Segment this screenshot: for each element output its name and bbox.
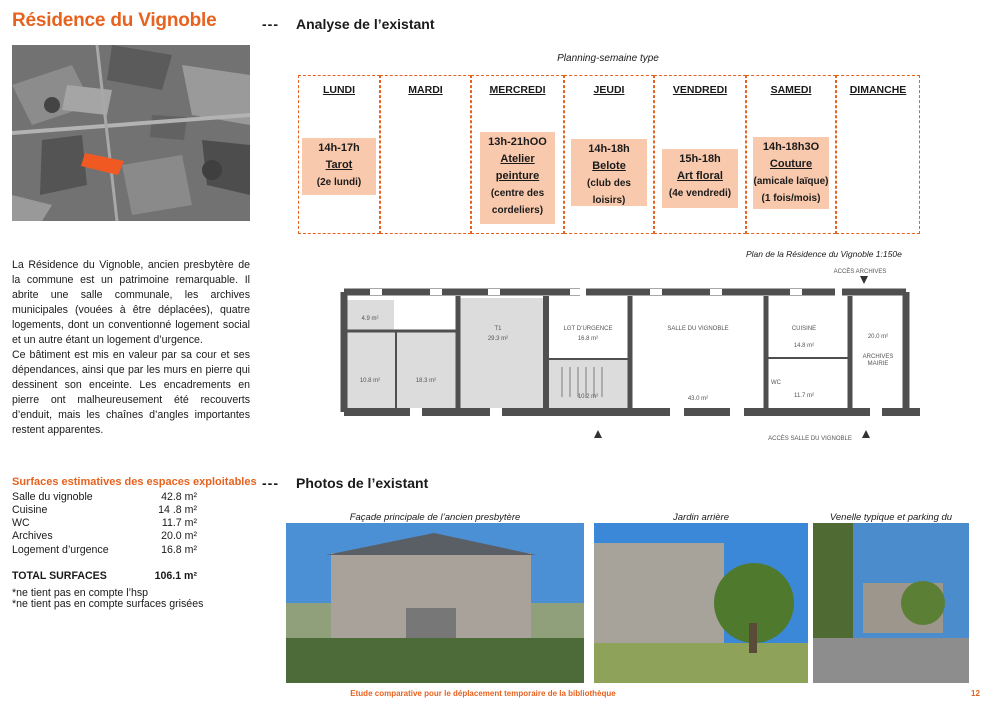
room-name: T1 [494, 326, 502, 332]
surfaces-title: Surfaces estimatives des espaces exploitables [12, 476, 257, 488]
surface-total-row [12, 570, 197, 583]
surface-note-1: *ne tient pas en compte l’hsp [12, 587, 149, 599]
room-area: 16.8 m² [577, 336, 599, 342]
day-label: MERCREDI [489, 84, 546, 96]
room-area: 29.3 m² [487, 336, 509, 342]
access-label: ACCÈS SALLE DU VIGNOBLE [768, 436, 852, 442]
day-column-vendredi [654, 75, 746, 234]
day-label: LUNDI [322, 84, 356, 96]
day-column-samedi [746, 75, 836, 234]
garden-photo [594, 523, 808, 683]
floor-plan [330, 262, 930, 447]
surface-row [12, 504, 197, 517]
photo-caption: Jardin arrière [673, 512, 729, 523]
surface-value: 42.8 m² [161, 491, 197, 503]
event-activity: Art floral [677, 170, 723, 182]
surface-row [12, 491, 197, 504]
event-time: 15h-18h [679, 153, 721, 165]
day-label: MARDI [408, 84, 443, 96]
day-label: VENDREDI [672, 84, 728, 96]
event-time: 14h-17h [318, 142, 360, 154]
event-activity: Tarot [325, 159, 353, 171]
room-area: 43.0 m² [687, 396, 709, 402]
surface-label: Cuisine [12, 504, 48, 516]
room-area: 10.8 m² [359, 378, 381, 384]
plan-caption: Plan de la Résidence du Vignoble 1:150e [746, 249, 902, 259]
room-area: 14.8 m² [793, 343, 815, 349]
aerial-photo [12, 45, 250, 221]
room-name: MAIRIE [867, 361, 889, 367]
event-card [571, 139, 647, 206]
intro-text [12, 258, 250, 438]
photo-caption: Façade principale de l’ancien presbytère [349, 512, 521, 523]
day-label: JEUDI [593, 84, 625, 96]
surface-label: WC [12, 517, 30, 529]
access-label: ACCÈS ARCHIVES [833, 269, 887, 275]
day-column-jeudi [564, 75, 654, 234]
surface-total-label: TOTAL SURFACES [12, 570, 107, 582]
day-column-lundi [298, 75, 380, 234]
surface-label: Salle du vignoble [12, 491, 93, 503]
event-activity: Atelier peinture [495, 153, 540, 182]
intro-paragraph-2: Ce bâtiment est mis en valeur par sa cour et ses dépendances, ainsi que par les murs en pierre qui dessinent son enceinte. Les encadrements en pierre ont malheureusement été recouverts d’enduit, mais les chaînes d’angles importantes restent apparentes. [12, 349, 250, 436]
event-time: 14h-18h3O [762, 141, 820, 153]
surface-value: 11.7 m² [161, 517, 197, 529]
event-detail: (2e lundi) [316, 177, 362, 188]
room-area: 4.9 m² [361, 316, 379, 322]
day-label: SAMEDI [770, 84, 812, 96]
section-title-photos: Photos de l’existant [296, 475, 429, 491]
surface-value: 16.8 m² [161, 544, 197, 556]
facade-photo [286, 523, 584, 683]
room-area: 18.3 m² [415, 378, 437, 384]
surface-value: 20.0 m² [161, 530, 197, 542]
surface-label: Archives [12, 530, 53, 542]
planning-caption: Planning-semaine type [557, 53, 659, 64]
event-activity: Couture [769, 158, 813, 170]
surface-row [12, 517, 197, 530]
section-dashes: --- [262, 475, 279, 491]
surface-note-2: *ne tient pas en compte surfaces grisées [12, 598, 204, 610]
room-name: WC [771, 380, 781, 386]
surface-row [12, 544, 197, 557]
intro-paragraph-1: La Résidence du Vignoble, ancien presbytère de la commune est un patrimoine remarquable. Il abrite une salle communale, les archives municipales (vouées à être déplacées), quatre logements, dont un conventionné logement social et un autre étant un logement d’urgence. [12, 259, 250, 346]
event-detail: (centre des cordeliers) [490, 188, 545, 216]
day-label: DIMANCHE [849, 84, 907, 96]
event-card [662, 149, 738, 208]
room-name: CUISINE [791, 326, 817, 332]
section-dashes: --- [262, 16, 279, 32]
room-name: ARCHIVES [862, 354, 894, 360]
room-area: 11.7 m² [794, 393, 814, 399]
event-detail: (club des loisirs) [587, 178, 631, 206]
event-detail: (4e vendredi) [668, 188, 732, 199]
surface-value: 14 .8 m² [158, 504, 197, 516]
event-activity: Belote [592, 160, 626, 172]
footer-text: Etude comparative pour le déplacement temporaire de la bibliothèque [350, 689, 616, 698]
room-area: 20.0 m² [867, 334, 889, 340]
event-detail: (amicale laïque) (1 fois/mois) [753, 176, 829, 204]
room-area: 10.2 m² [577, 394, 599, 400]
day-column-mercredi [471, 75, 564, 234]
surface-label: Logement d’urgence [12, 544, 109, 556]
surface-row [12, 530, 197, 543]
surface-total-value: 106.1 m² [154, 570, 197, 582]
event-card [753, 137, 829, 209]
room-name: LGT D’URGENCE [563, 326, 613, 332]
event-time: 13h-21hOO [488, 136, 547, 148]
photo-caption: Venelle typique et parking du [829, 512, 953, 523]
event-card [480, 132, 555, 224]
day-column-mardi [380, 75, 471, 234]
event-time: 14h-18h [588, 143, 630, 155]
section-title-analyse: Analyse de l’existant [296, 16, 435, 32]
page-number: 12 [971, 689, 980, 698]
lane-photo [813, 523, 969, 683]
event-card [302, 138, 376, 195]
page-title: Résidence du Vignoble [12, 10, 217, 31]
room-name: SALLE DU VIGNOBLE [667, 326, 729, 332]
day-column-dimanche [836, 75, 920, 234]
